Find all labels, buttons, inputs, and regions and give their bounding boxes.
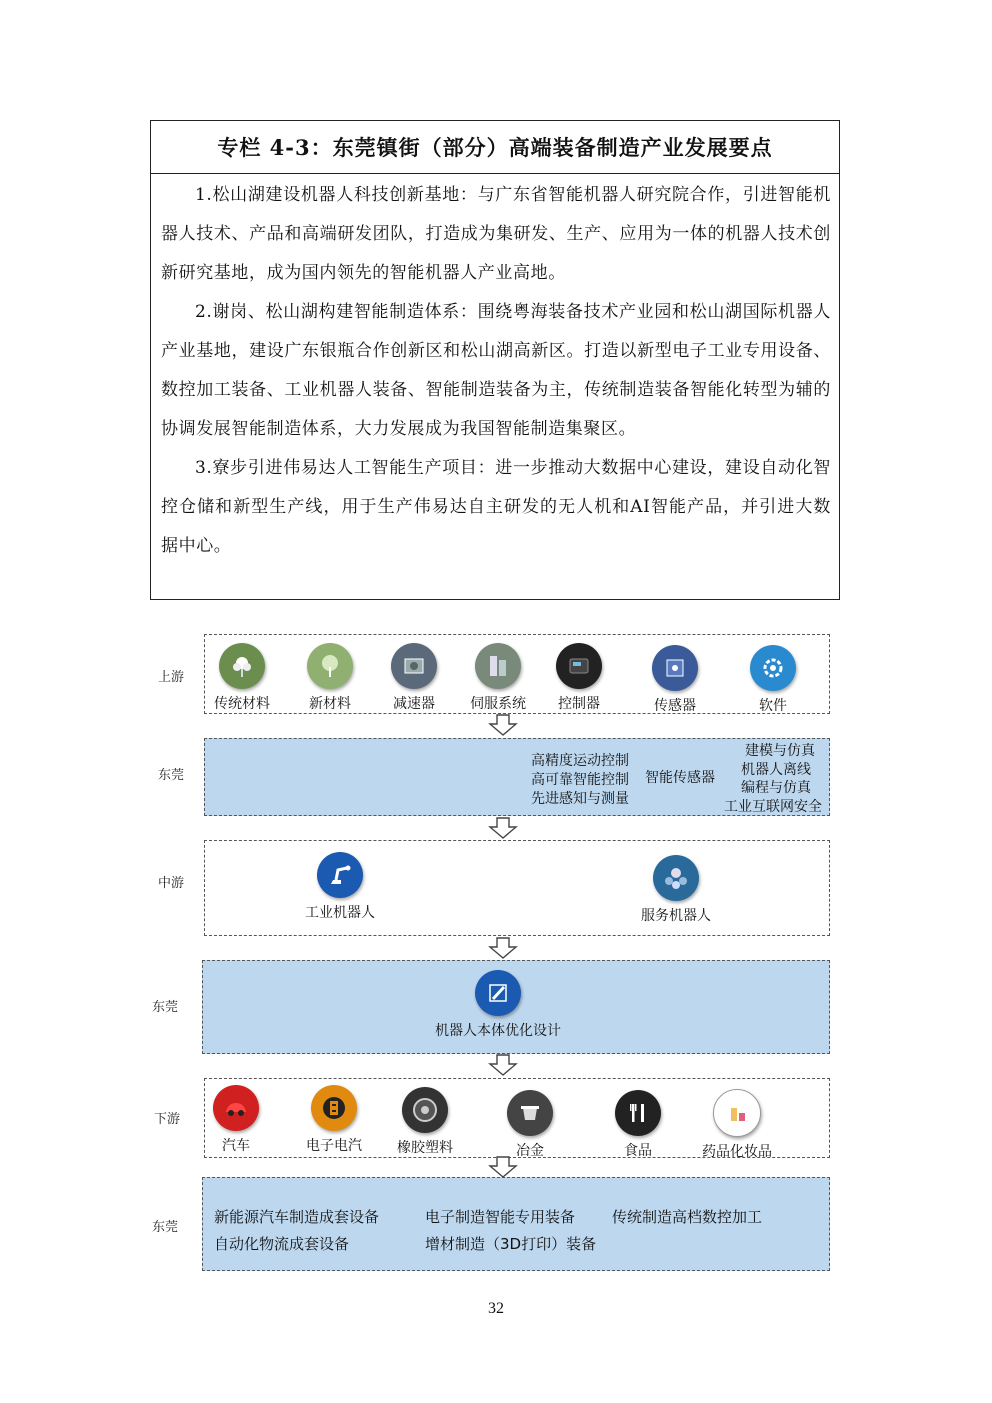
dg1-text: 先进感知与测量	[531, 791, 629, 807]
upstream-item-controller	[534, 643, 624, 713]
downstream-label: 药品化妆品	[702, 1144, 772, 1160]
dg1-text: 工业互联网安全	[724, 799, 822, 815]
industrial-robot-icon	[317, 852, 363, 898]
paragraph-2: 2.谢岗、松山湖构建智能制造体系：围绕粤海装备技术产业园和松山湖国际机器人产业基地，建设广东银瓶合作创新区和松山湖高新区。打造以新型电子工业专用设备、数控加工装备、工业机器人装备、智能制造装备为主，传统制造装备智能化转型为辅的协调发展智能制造体系，大力发展成为我国智能制造集聚区。	[161, 302, 831, 439]
downstream-label: 电子电汽	[306, 1138, 362, 1154]
upstream-item-new-materials	[285, 643, 375, 713]
dongguan2-item-design	[418, 970, 578, 1040]
arrow-down-icon	[488, 937, 518, 959]
plug-icon	[311, 1085, 357, 1131]
servo-icon	[475, 643, 521, 689]
upstream-label: 新材料	[309, 696, 351, 712]
downstream-item-car	[191, 1085, 281, 1155]
tree-icon	[307, 643, 353, 689]
arrow-down-icon	[488, 817, 518, 839]
upstream-label: 控制器	[558, 696, 600, 712]
controller-icon	[556, 643, 602, 689]
downstream-item-metallurgy	[485, 1090, 575, 1160]
downstream-label: 橡胶塑料	[397, 1140, 453, 1156]
upstream-label: 软件	[759, 698, 787, 714]
midstream-item-service-robot	[621, 855, 731, 925]
arrow-down-icon	[488, 1156, 518, 1178]
midstream-label: 服务机器人	[641, 908, 711, 924]
downstream-item-electronics	[289, 1085, 379, 1155]
downstream-label: 汽车	[222, 1138, 250, 1154]
upstream-item-traditional-materials	[197, 643, 287, 713]
gearbox-icon	[391, 643, 437, 689]
cotton-icon	[219, 643, 265, 689]
paragraph-1: 1.松山湖建设机器人科技创新基地：与广东省智能机器人研究院合作，引进智能机器人技术、产品和高端研发团队，打造成为集研发、生产、应用为一体的机器人技术创新研究基地，成为国内领先的智能机器人产业高地。	[161, 185, 831, 283]
dg1-text: 智能传感器	[645, 770, 715, 786]
sensor-icon	[652, 645, 698, 691]
upstream-label: 传感器	[654, 698, 696, 714]
gear-icon	[750, 645, 796, 691]
dg1-text: 高可靠智能控制	[531, 772, 629, 788]
tier-label-dongguan-3: 东莞	[152, 1220, 179, 1235]
dg1-text: 编程与仿真	[741, 780, 811, 796]
car-icon	[213, 1085, 259, 1131]
tier-label-midstream: 中游	[158, 876, 185, 891]
tier-label-dongguan-1: 东莞	[158, 768, 185, 783]
dg3-text: 电子制造智能专用装备	[425, 1208, 576, 1226]
dg1-text: 高精度运动控制	[531, 753, 629, 769]
tire-icon	[402, 1087, 448, 1133]
upstream-item-software	[728, 645, 818, 715]
upstream-label: 伺服系统	[470, 696, 526, 712]
downstream-label: 冶金	[516, 1143, 544, 1159]
paragraph-3: 3.寮步引进伟易达人工智能生产项目：进一步推动大数据中心建设，建设自动化智控仓储和新型生产线，用于生产伟易达自主研发的无人机和AI智能产品，并引进大数据中心。	[161, 458, 831, 556]
dg1-text: 建模与仿真	[745, 743, 815, 759]
arrow-down-icon	[488, 714, 518, 736]
downstream-label: 食品	[624, 1143, 652, 1159]
upstream-item-reducer	[369, 643, 459, 713]
upstream-label: 传统材料	[214, 696, 270, 712]
arrow-down-icon	[488, 1054, 518, 1076]
tier-label-dongguan-2: 东莞	[152, 1000, 179, 1015]
upstream-item-servo	[453, 643, 543, 713]
page-number: 32	[488, 1300, 504, 1317]
upstream-item-sensor	[630, 645, 720, 715]
downstream-item-cosmetics	[682, 1089, 792, 1161]
dg3-text: 传统制造高档数控加工	[612, 1208, 763, 1226]
box-title: 专栏 4-3：东莞镇街（部分）高端装备制造产业发展要点	[151, 121, 839, 174]
dg1-text: 机器人离线	[741, 762, 811, 778]
service-robot-icon	[653, 855, 699, 901]
dongguan2-label: 机器人本体优化设计	[435, 1023, 561, 1039]
tier-label-upstream: 上游	[158, 670, 185, 685]
dg3-text: 新能源汽车制造成套设备	[214, 1208, 380, 1226]
pen-design-icon	[475, 970, 521, 1016]
downstream-item-rubber-plastics	[380, 1087, 470, 1157]
upstream-label: 减速器	[393, 696, 435, 712]
downstream-item-food	[593, 1090, 683, 1160]
cosmetics-icon	[713, 1089, 761, 1137]
midstream-label: 工业机器人	[305, 905, 375, 921]
dg3-text: 自动化物流成套设备	[214, 1235, 350, 1253]
tier-label-downstream: 下游	[154, 1112, 181, 1127]
dg3-text: 增材制造（3D打印）装备	[425, 1235, 597, 1253]
midstream-item-industrial-robot	[285, 852, 395, 922]
utensils-icon	[615, 1090, 661, 1136]
crucible-icon	[507, 1090, 553, 1136]
